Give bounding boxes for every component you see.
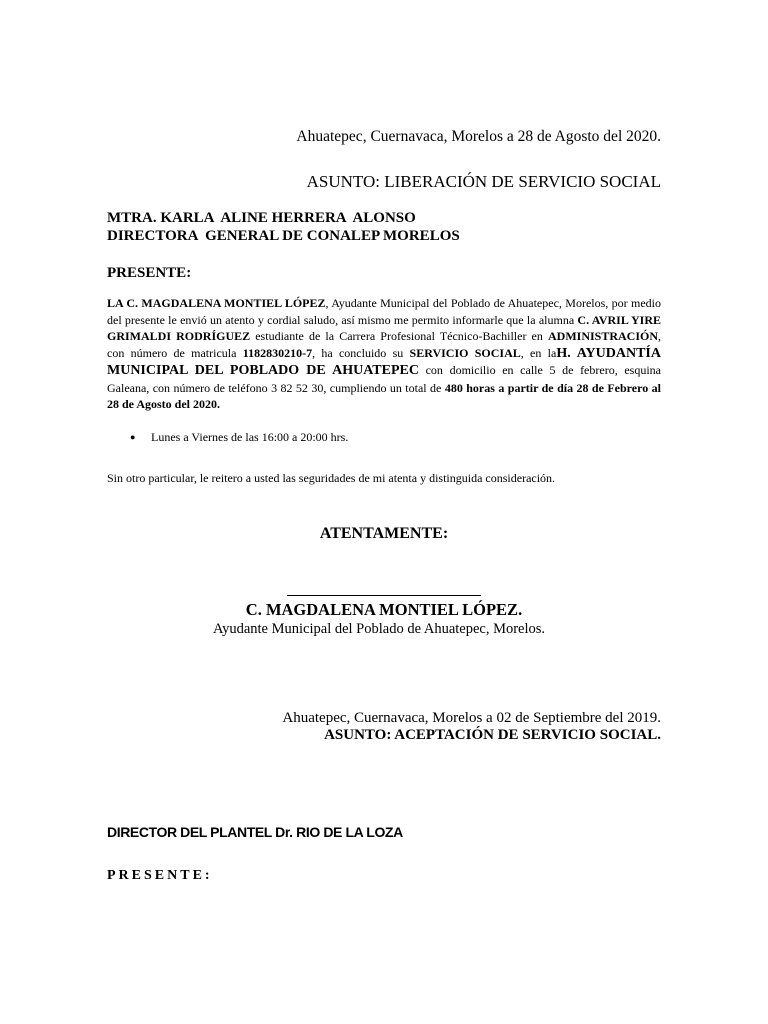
subject-line (307, 172, 661, 192)
place-date: Ahuatepec, Cuernavaca, Morelos a 28 de Agosto del 2020. (296, 128, 661, 145)
body-text: con domicilio en calle 5 de febrero, esquina Galeana, con número de teléfono 3 82 52 30, cumpliendo un total de (107, 363, 662, 395)
subject-text: LIBERACIÓN DE SERVICIO SOCIAL (384, 172, 661, 191)
body-text: , con número de matricula (107, 329, 661, 360)
recipient-title: DIRECTORA GENERAL DE CONALEP MORELOS (107, 228, 460, 244)
institution-name: H. AYUDANTÍA MUNICIPAL DEL POBLADO DE AHUATEPEC (107, 345, 661, 378)
bullet-icon: ● (130, 432, 136, 442)
recipient-name: MTRA. KARLA ALINE HERRERA ALONSO (107, 210, 416, 226)
schedule-item: Lunes a Viernes de las 16:00 a 20:00 hrs. (151, 430, 349, 444)
career-name: ADMINISTRACIÓN (547, 329, 658, 343)
subject-separator: : (375, 172, 385, 191)
signer-title: Ayudante Municipal del Poblado de Ahuatepec, Morelos. (212, 621, 546, 637)
place-date-2: Ahuatepec, Cuernavaca, Morelos a 02 de Septiembre del 2019. (282, 710, 661, 726)
student-name: C. AVRIL YIRE GRIMALDI RODRÍGUEZ (107, 312, 661, 343)
closing-text: Sin otro particular, le reitero a usted las seguridades de mi atenta y distinguida consideración. (107, 471, 556, 485)
atentamente-label: ATENTAMENTE: (319, 525, 449, 542)
body-paragraph (107, 295, 661, 413)
body-text: , ha concluido su (312, 345, 410, 360)
sender-name: LA C. MAGDALENA MONTIEL LÓPEZ (107, 296, 326, 310)
body-text: , Ayudante Municipal del Poblado de Ahuatepec, Morelos, por medio del presente le envió un atento y cordial saludo, así mismo me permito informarle que la alumna (107, 296, 661, 327)
signature-line (287, 595, 481, 596)
body-text: , en la (520, 345, 557, 360)
enrollment-number: 1182830210-7 (242, 345, 313, 360)
signer-name: C. MAGDALENA MONTIEL LÓPEZ. (245, 600, 523, 619)
recipient-2: DIRECTOR DEL PLANTEL Dr. RIO DE LA LOZA (107, 824, 403, 840)
subject-line-2: ASUNTO: ACEPTACIÓN DE SERVICIO SOCIAL. (324, 727, 661, 743)
subject-label: ASUNTO (306, 172, 376, 191)
service-label: SERVICIO SOCIAL (409, 345, 521, 360)
hours-total: 480 horas a partir de día 28 de Febrero al 28 de Agosto del 2020. (107, 380, 661, 411)
presente-label: PRESENTE: (107, 265, 192, 281)
presente-label-2: PRESENTE: (107, 868, 213, 883)
body-text: estudiante de la Carrera Profesional Técnico-Bachiller en (250, 329, 548, 343)
